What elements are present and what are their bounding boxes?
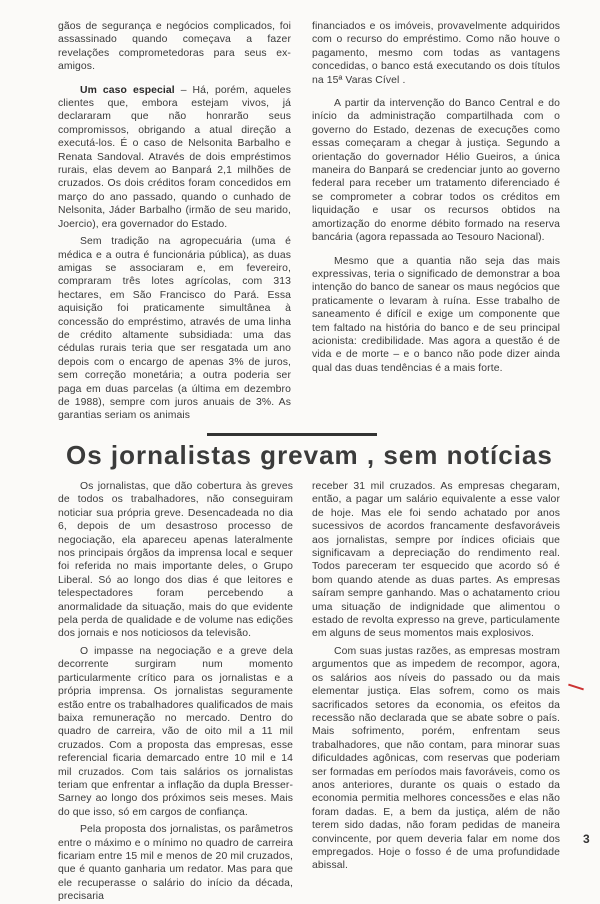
pen-mark (568, 684, 584, 691)
paragraph: financiados e os imóveis, provavelmente adquiridos com o recurso do empréstimo. Como não houve o pagamento, mesmo com todas as vantagens concedidas, o banco está executando os dois títulos na 15ª Varas Cível . (312, 21, 560, 86)
paragraph-text: – Há, porém, aqueles clientes que, embora estejam vivos, já declararam que não honrarão seus compromissos, obrigando a atual direção a executá-los. É o caso de Nelsonita Barbalho e Renata Sandoval. Através de dois empréstimos rurais, elas devem ao Banpará 2,1 milhões de cruzados. Os dois créditos foram concedidos em março do ano passado, quando o cunhado de Nelsonita, Jáder Barbalho (irmão de seu marido, Joercio), era governador do Estado. (58, 84, 291, 230)
paragraph: Os jornalistas, que dão cobertura às greves de todos os trabalhadores, não conseguiram noticiar sua própria greve. Desencadeada no dia 6, depois de um desastroso processo de negociação, ela apareceu apenas lateralmente nos principais órgãos da imprensa local e sequer foi referida no mais importante deles, o Grupo Liberal. Só ao longo dos dias é que leitores e telespectadores foram percebendo a anormalidade da situação, mais do que evidente pela perda de qualidade e de volume nas edições dos jornais e nos noticiosos da televisão. (58, 481, 293, 640)
headline-rule (207, 433, 377, 436)
page-number: 3 (583, 832, 590, 846)
bottom-article-column-1 (58, 480, 293, 904)
paragraph: Com suas justas razões, as empresas mostram argumentos que as impedem de recompor, agora, os salários aos níveis do passado ou da mais elementar justiça. Elas sofrem, como os mais sacrificados setores da economia, os efeitos da recessão não declarada que se abate sobre o país. Mais sofrimento, porém, enfrentam seus trabalhadores, que não contam, para minorar suas dificuldades agônicas, com reservas que poderiam ser formadas em períodos mais favoráveis, como os anos anteriores, durante os quais o estado da economia permitia melhores concessões e elas não foram dadas. E, a bem da justiça, além de não terem sido dadas, não foram pedidas de maneira convincente, por quem deveria falar em nome dos empregados. Hoje o fosso é de uma profundidade abissal. (312, 645, 560, 872)
top-article-column-1 (58, 20, 291, 423)
subhead-lead: Um caso especial (80, 84, 175, 96)
article-headline: Os jornalistas grevam , sem notícias (66, 440, 553, 470)
paragraph: Sem tradição na agropecuária (uma é médica e a outra é funcionária pública), as duas amigas se associaram e, em fevereiro, compraram três lotes agrícolas, com 313 hectares, em São Francisco do Pará. Essa aquisição foi praticamente simultânea à concessão do empréstimo, através de uma linha de crédito altamente subsidiada: uma das cédulas rurais teria que ser resgatada um ano depois com o encargo de apenas 3% de juros, sem correção monetária; a outra poderia ser paga em duas parcelas (a última em dezembro de 1988), sempre com juros anuais de 3%. As garantias seriam os animais (58, 236, 291, 422)
paragraph: A partir da intervenção do Banco Central e do início da administração compartilhada com o governo do Estado, dezenas de execuções como essas começaram a chegar à justiça. Segundo a orientação do governador Hélio Gueiros, a única maneira do Banpará se credenciar junto ao governo federal para receber um tratamento diferenciado é se comprometer a cobrar todos os créditos em liquidação e usar os recursos obtidos na amortização do enorme débito formado na reserva bancária (agora repassada ao Tesouro Nacional). (312, 98, 560, 244)
paragraph: Pela proposta dos jornalistas, os parâmetros entre o máximo e o mínimo no quadro de carreira ficariam entre 15 mil e menos de 20 mil cruzados, que é quanto ganharia um redator. Mas para que ele recuperasse o salário do início da década, precisaria (58, 824, 293, 903)
bottom-article-column-2 (312, 480, 560, 873)
top-article-column-2 (312, 20, 560, 375)
paragraph: Mesmo que a quantia não seja das mais expressivas, teria o significado de demonstrar a boa intenção do banco de sanear os maus negócios que praticamente o levaram à ruína. Esse trabalho de saneamento é difícil e exige um componente que tem faltado na história do banco e de seu principal acionista: credibilidade. Mas agora a questão é de vida e de morte – e o banco não pode dizer ainda qual das duas tendências é a mais forte. (312, 255, 560, 374)
paragraph: receber 31 mil cruzados. As empresas chegaram, então, a pagar um salário equivalente a esse valor de hoje. Mas ele foi sendo achatado por anos sucessivos de acordos francamente desfavoráveis aos jornalistas, sempre por índices oficiais que significavam a depreciação do rendimento real. Todos pareceram ter esquecido que acordo só é bom quando atende as duas partes. As empresas saíram sempre ganhando. Mas o achatamento criou uma situação de indignidade que alimentou o estado de revolta expresso na greve, particulamente em alguns de seus momentos mais explosivos. (312, 481, 560, 640)
paragraph-um-caso-especial (58, 84, 291, 231)
paragraph: gãos de segurança e negócios complicados, foi assassinado quando começava a fazer revelações comprometedoras para seus ex-amigos. (58, 21, 291, 73)
paragraph: O impasse na negociação e a greve dela decorrente surgiram num momento particularmente crítico para os jornalistas e a própria imprensa. Os jornalistas seguramente estão entre os trabalhadores qualificados de mais baixa remuneração no mercado. Dentro do quadro de carreira, vão de oito mil a 11 mil cruzados. Com a proposta das empresas, esse referencial ficaria demarcado entre 10 mil e 14 mil cruzados. Com tais salários os jornalistas teriam que enfrentar a inflação da dupla Bresser-Sarney ao longo dos próximos seis meses. Mais do que isso, só em cargos de confiança. (58, 645, 293, 818)
